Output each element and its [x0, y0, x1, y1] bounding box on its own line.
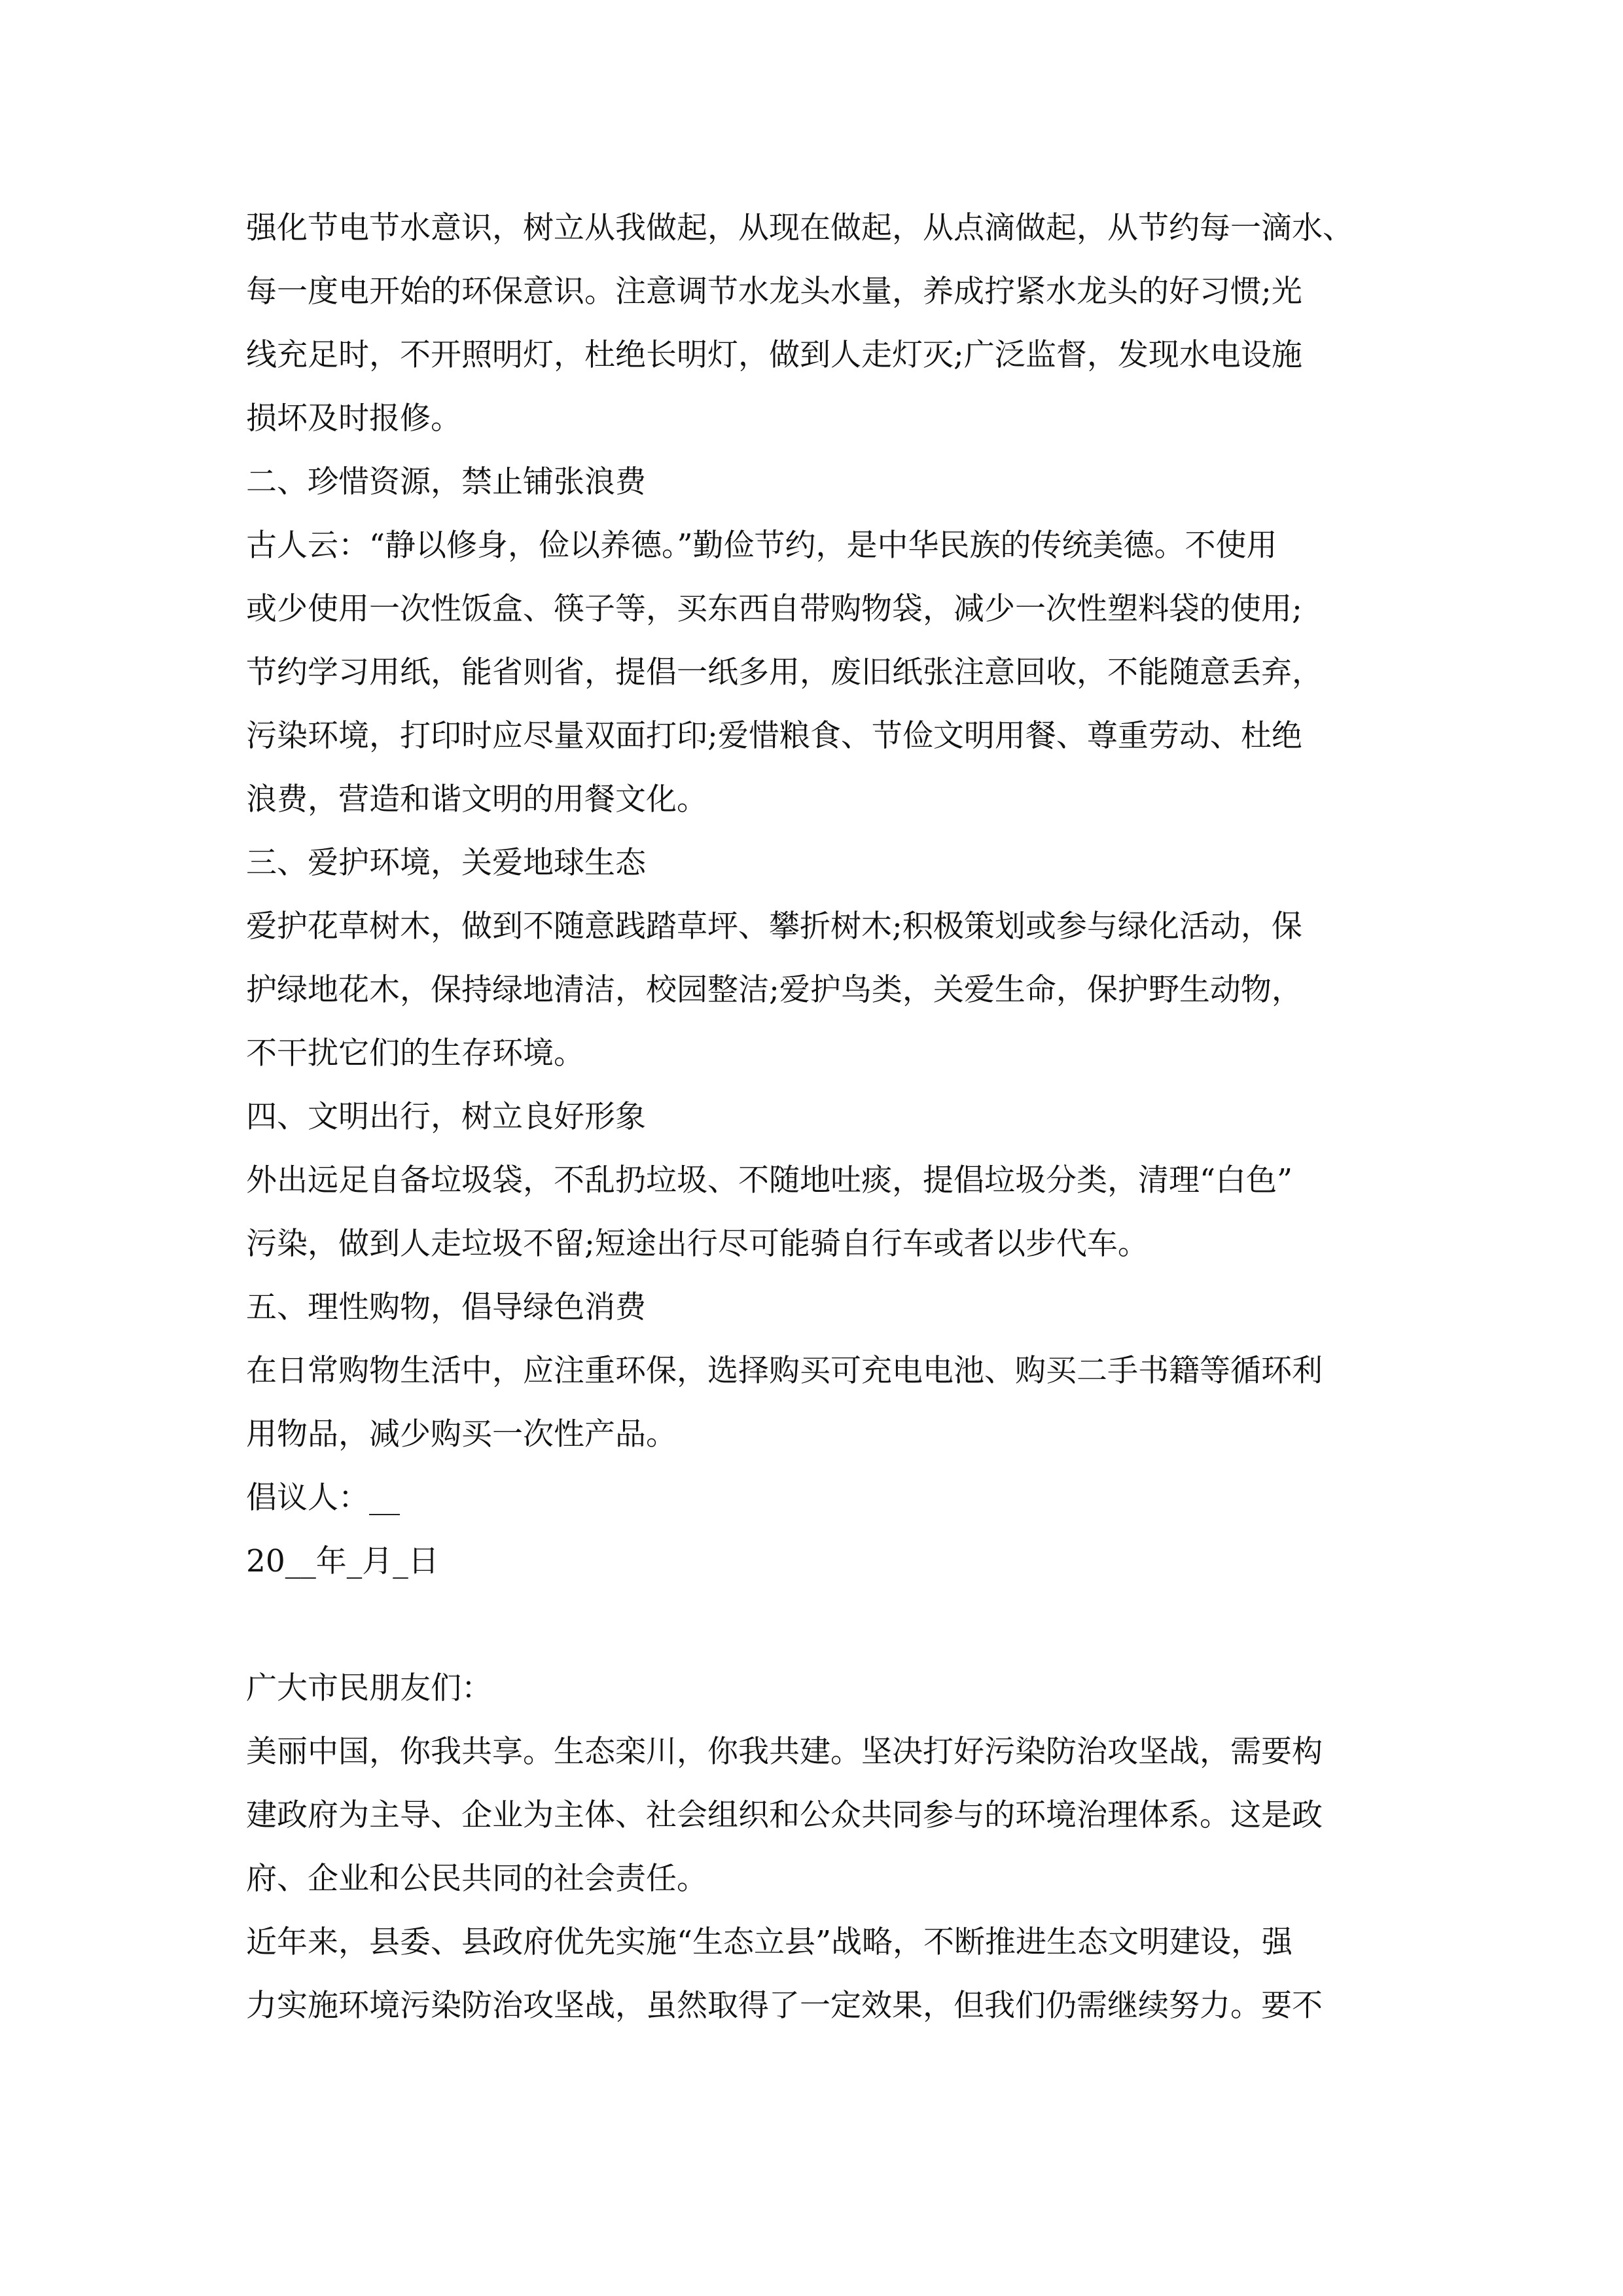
document-body — [246, 196, 1386, 2037]
paragraph-line: 用物品，减少购买一次性产品。 — [246, 1416, 677, 1452]
paragraph-line: 或少使用一次性饭盒、筷子等，买东西自带购物袋，减少一次性塑料袋的使用; — [246, 591, 1302, 627]
section-heading: 五、理性购物，倡导绿色消费 — [246, 1289, 646, 1325]
paragraph-line: 浪费，营造和谐文明的用餐文化。 — [246, 781, 707, 817]
paragraph-line: 节约学习用纸，能省则省，提倡一纸多用，废旧纸张注意回收，不能随意丢弃， — [246, 655, 1323, 691]
paragraph-line: 损坏及时报修。 — [246, 401, 461, 437]
paragraph-line: 美丽中国，你我共享。生态栾川，你我共建。坚决打好污染防治攻坚战，需要构 — [246, 1734, 1323, 1770]
paragraph-line: 府、企业和公民共同的社会责任。 — [246, 1861, 707, 1897]
date-line: 20__年_月_日 — [246, 1543, 439, 1579]
paragraph-line: 外出远足自备垃圾袋，不乱扔垃圾、不随地吐痰，提倡垃圾分类，清理“白色” — [246, 1162, 1293, 1198]
paragraph-line: 力实施环境污染防治攻坚战，虽然取得了一定效果，但我们仍需继续努力。要不 — [246, 1988, 1323, 2024]
paragraph-line: 近年来，县委、县政府优先实施“生态立县”战略，不断推进生态文明建设，强 — [246, 1924, 1293, 1960]
letter-greeting: 广大市民朋友们： — [246, 1670, 492, 1706]
paragraph-line: 线充足时，不开照明灯，杜绝长明灯，做到人走灯灭;广泛监督，发现水电设施 — [246, 337, 1302, 373]
section-heading: 三、爱护环境，关爱地球生态 — [246, 845, 646, 881]
paragraph-line: 在日常购物生活中，应注重环保，选择购买可充电电池、购买二手书籍等循环利 — [246, 1353, 1323, 1389]
paragraph-line: 强化节电节水意识，树立从我做起，从现在做起，从点滴做起，从节约每一滴水、 — [246, 210, 1353, 246]
paragraph-line: 爱护花草树木，做到不随意践踏草坪、攀折树木;积极策划或参与绿化活动，保 — [246, 908, 1302, 944]
section-heading: 二、珍惜资源，禁止铺张浪费 — [246, 464, 646, 500]
paragraph-line: 污染，做到人走垃圾不留;短途出行尽可能骑自行车或者以步代车。 — [246, 1226, 1149, 1262]
paragraph-line: 不干扰它们的生存环境。 — [246, 1035, 584, 1071]
paragraph-line: 每一度电开始的环保意识。注意调节水龙头水量，养成拧紧水龙头的好习惯;光 — [246, 274, 1302, 310]
paragraph-line: 建政府为主导、企业为主体、社会组织和公众共同参与的环境治理体系。这是政 — [246, 1797, 1323, 1833]
spacer — [246, 1593, 1386, 1657]
paragraph-line: 护绿地花木，保持绿地清洁，校园整洁;爱护鸟类，关爱生命，保护野生动物， — [246, 972, 1302, 1008]
proposer-line: 倡议人：__ — [246, 1480, 400, 1516]
paragraph-line: 古人云：“静以修身，俭以养德。”勤俭节约，是中华民族的传统美德。不使用 — [246, 528, 1277, 564]
paragraph-line: 污染环境，打印时应尽量双面打印;爱惜粮食、节俭文明用餐、尊重劳动、杜绝 — [246, 718, 1302, 754]
section-heading: 四、文明出行，树立良好形象 — [246, 1099, 646, 1135]
